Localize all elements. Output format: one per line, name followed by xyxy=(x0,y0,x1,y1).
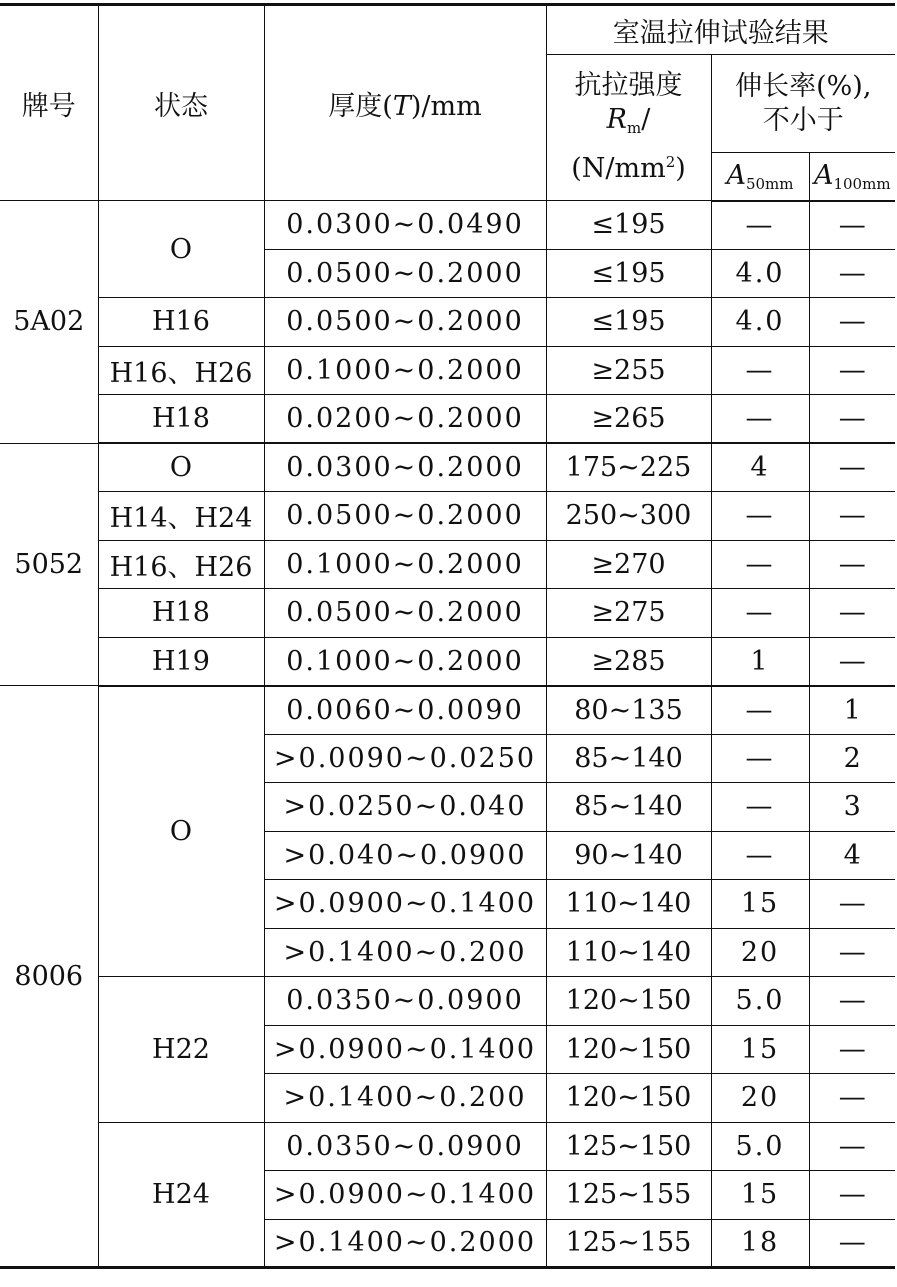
header-thickness: 厚度(T)/mm xyxy=(264,5,546,201)
header-strength: 抗拉强度 $R_m/$ $(N/mm^2)$ xyxy=(546,55,711,201)
strength-cell: 120~150 xyxy=(546,1074,711,1123)
header-row-1 xyxy=(0,5,895,55)
a100-cell: — xyxy=(809,1025,895,1074)
a50-cell: 4.0 xyxy=(711,249,809,298)
state-cell: H16、H26 xyxy=(98,540,264,589)
header-a100: $A_{100mm}$ xyxy=(809,153,895,201)
a100-cell: 1 xyxy=(809,686,895,735)
a50-cell: — xyxy=(711,686,809,735)
a100-cell: 4 xyxy=(809,831,895,880)
a100-cell: — xyxy=(809,443,895,492)
thickness-cell: 0.0500~0.2000 xyxy=(264,492,546,541)
a100-cell: — xyxy=(809,346,895,395)
a100-cell: 3 xyxy=(809,783,895,832)
a100-cell: — xyxy=(809,249,895,298)
a50-cell: — xyxy=(711,734,809,783)
strength-cell: ≥285 xyxy=(546,637,711,686)
strength-cell: 250~300 xyxy=(546,492,711,541)
thickness-cell: >0.1400~0.2000 xyxy=(264,1219,546,1268)
strength-cell: 120~150 xyxy=(546,1025,711,1074)
a100-cell: — xyxy=(809,1074,895,1123)
table-row xyxy=(0,492,895,541)
thickness-cell: >0.1400~0.200 xyxy=(264,1074,546,1123)
table-row xyxy=(0,1122,895,1171)
strength-cell: 90~140 xyxy=(546,831,711,880)
thickness-cell: 0.0350~0.0900 xyxy=(264,1122,546,1171)
state-cell: O xyxy=(98,201,264,298)
strength-cell: 125~155 xyxy=(546,1171,711,1220)
thickness-cell: >0.0900~0.1400 xyxy=(264,1025,546,1074)
table-row xyxy=(0,637,895,686)
a50-cell: 1 xyxy=(711,637,809,686)
thickness-cell: 0.0300~0.0490 xyxy=(264,201,546,250)
thickness-cell: >0.0250~0.040 xyxy=(264,783,546,832)
thickness-cell: 0.1000~0.2000 xyxy=(264,637,546,686)
state-cell: H18 xyxy=(98,395,264,444)
a50-cell: 4 xyxy=(711,443,809,492)
header-results-group: 室温拉伸试验结果 xyxy=(546,5,895,55)
table-row xyxy=(0,540,895,589)
thickness-cell: 0.0200~0.2000 xyxy=(264,395,546,444)
thickness-cell: 0.0500~0.2000 xyxy=(264,589,546,638)
a50-cell: 20 xyxy=(711,928,809,977)
thickness-cell: 0.1000~0.2000 xyxy=(264,540,546,589)
thickness-cell: >0.0090~0.0250 xyxy=(264,734,546,783)
thickness-cell: 0.0500~0.2000 xyxy=(264,249,546,298)
a50-cell: 15 xyxy=(711,1171,809,1220)
a50-cell: 15 xyxy=(711,880,809,929)
thickness-cell: 0.0060~0.0090 xyxy=(264,686,546,735)
strength-cell: 110~140 xyxy=(546,880,711,929)
header-elongation: 伸长率(%), 不小于 xyxy=(711,55,895,153)
brand-cell: 8006 xyxy=(0,686,98,1268)
table-row xyxy=(0,201,895,250)
table-row xyxy=(0,346,895,395)
state-cell: H19 xyxy=(98,637,264,686)
state-cell: O xyxy=(98,686,264,977)
a50-cell: — xyxy=(711,201,809,250)
strength-cell: ≥255 xyxy=(546,346,711,395)
a100-cell: — xyxy=(809,492,895,541)
strength-cell: 175~225 xyxy=(546,443,711,492)
state-cell: H14、H24 xyxy=(98,492,264,541)
strength-cell: 120~150 xyxy=(546,977,711,1026)
a50-cell: 20 xyxy=(711,1074,809,1123)
a100-cell: 2 xyxy=(809,734,895,783)
tensile-properties-table xyxy=(0,3,895,1269)
table-row xyxy=(0,443,895,492)
thickness-cell: 0.1000~0.2000 xyxy=(264,346,546,395)
strength-cell: 125~155 xyxy=(546,1219,711,1268)
a50-cell: — xyxy=(711,831,809,880)
strength-cell: 110~140 xyxy=(546,928,711,977)
a100-cell: — xyxy=(809,201,895,250)
a50-cell: 15 xyxy=(711,1025,809,1074)
thickness-cell: >0.0900~0.1400 xyxy=(264,880,546,929)
a100-cell: — xyxy=(809,540,895,589)
thickness-cell: >0.0900~0.1400 xyxy=(264,1171,546,1220)
a100-cell: — xyxy=(809,298,895,347)
a100-cell: — xyxy=(809,1219,895,1268)
a100-cell: — xyxy=(809,589,895,638)
state-cell: H24 xyxy=(98,1122,264,1268)
strength-cell: ≤195 xyxy=(546,298,711,347)
table-row xyxy=(0,298,895,347)
strength-cell: 85~140 xyxy=(546,783,711,832)
header-state: 状态 xyxy=(98,5,264,201)
brand-cell: 5A02 xyxy=(0,201,98,444)
state-cell: H22 xyxy=(98,977,264,1123)
table-row xyxy=(0,977,895,1026)
a50-cell: 4.0 xyxy=(711,298,809,347)
strength-cell: 80~135 xyxy=(546,686,711,735)
a100-cell: — xyxy=(809,880,895,929)
strength-cell: 85~140 xyxy=(546,734,711,783)
strength-cell: ≥275 xyxy=(546,589,711,638)
a50-cell: — xyxy=(711,540,809,589)
state-cell: H18 xyxy=(98,589,264,638)
a100-cell: — xyxy=(809,395,895,444)
a50-cell: — xyxy=(711,346,809,395)
thickness-cell: 0.0300~0.2000 xyxy=(264,443,546,492)
table-row xyxy=(0,686,895,735)
a100-cell: — xyxy=(809,977,895,1026)
header-a50: $A_{50mm}$ xyxy=(711,153,809,201)
thickness-cell: 0.0500~0.2000 xyxy=(264,298,546,347)
a100-cell: — xyxy=(809,1122,895,1171)
table-row xyxy=(0,395,895,444)
a50-cell: 5.0 xyxy=(711,977,809,1026)
a50-cell: — xyxy=(711,395,809,444)
a50-cell: 18 xyxy=(711,1219,809,1268)
a50-cell: — xyxy=(711,492,809,541)
a50-cell: — xyxy=(711,589,809,638)
a50-cell: 5.0 xyxy=(711,1122,809,1171)
strength-cell: ≤195 xyxy=(546,201,711,250)
a100-cell: — xyxy=(809,928,895,977)
a100-cell: — xyxy=(809,637,895,686)
brand-cell: 5052 xyxy=(0,443,98,686)
strength-cell: ≤195 xyxy=(546,249,711,298)
table-row xyxy=(0,589,895,638)
a50-cell: — xyxy=(711,783,809,832)
strength-cell: ≥265 xyxy=(546,395,711,444)
strength-cell: ≥270 xyxy=(546,540,711,589)
thickness-cell: 0.0350~0.0900 xyxy=(264,977,546,1026)
a100-cell: — xyxy=(809,1171,895,1220)
strength-cell: 125~150 xyxy=(546,1122,711,1171)
header-brand: 牌号 xyxy=(0,5,98,201)
thickness-cell: >0.040~0.0900 xyxy=(264,831,546,880)
state-cell: H16、H26 xyxy=(98,346,264,395)
thickness-cell: >0.1400~0.200 xyxy=(264,928,546,977)
state-cell: O xyxy=(98,443,264,492)
state-cell: H16 xyxy=(98,298,264,347)
